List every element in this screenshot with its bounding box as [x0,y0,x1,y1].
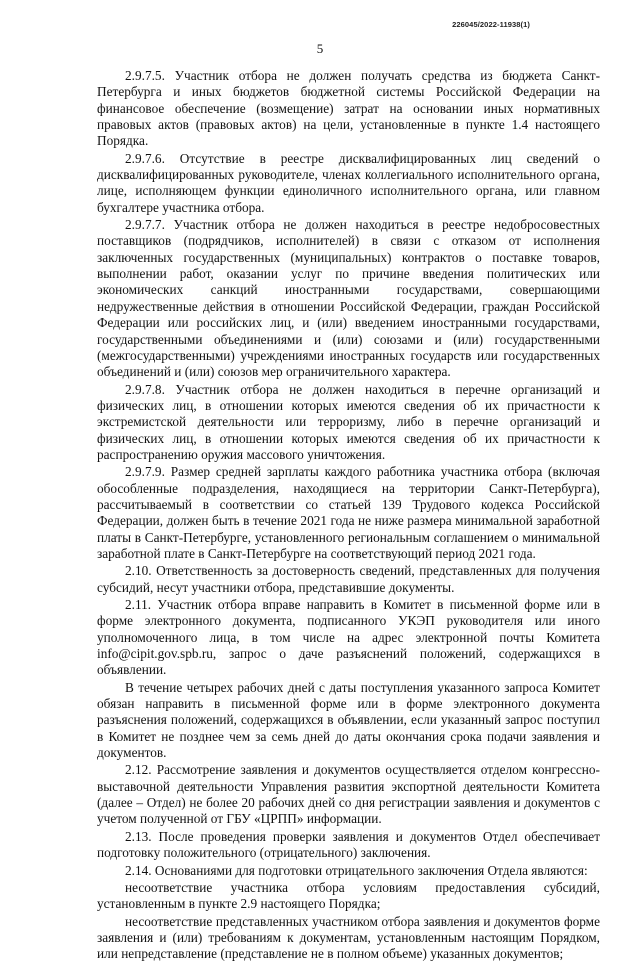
paragraph-2-9-7-7: 2.9.7.7. Участник отбора не должен находиться в реестре недобросовестных поставщиков (подрядчиков, исполнителей) в связи с отказом от исполнения заключенных государственных (муниципальных) контрактов о поставке товаров, выполнении работ, оказании услуг по причине введения политических или экономических санкций иностранными государствами, совершающими недружественные действия в отношении Российской Федерации, граждан Российской Федерации или российских лиц, и (или) введением иностранными государствами, государственными объединениями и (или) союзами и (или) государственными (межгосударственными) учреждениями иностранных государств или государственных объединений и (или) союзов мер ограничительного характера. [97,217,600,380]
paragraph-2-14: 2.14. Основаниями для подготовки отрицательного заключения Отдела являются: [125,862,588,878]
paragraph-2-9-7-5: 2.9.7.5. Участник отбора не должен получать средства из бюджета Санкт-Петербурга и иных бюджетов бюджетной системы Российской Федерации на финансовое обеспечение (возмещение) затрат на основании иных нормативных правовых актов (правовых актов) на цели, установленные в пункте 1.4 настоящего Порядка. [97,68,600,149]
paragraph-2-10: 2.10. Ответственность за достоверность сведений, представленных для получения субсидий, несут участники отбора, представившие документы. [97,563,600,595]
paragraph-2-9-7-6: 2.9.7.6. Отсутствие в реестре дисквалифицированных лиц сведений о дисквалифицированных руководителе, членах коллегиального исполнительного органа, лице, исполняющем функции единоличного исполнительного органа, или главном бухгалтере участника отбора. [97,150,600,215]
paragraph-2-13: 2.13. После проведения проверки заявления и документов Отдел обеспечивает подготовку положительного (отрицательного) заключения. [97,828,600,861]
paragraph-2-11: 2.11. Участник отбора вправе направить в Комитет в письменной форме или в форме электронного документа, подписанного УКЭП руководителя или иного уполномоченного лица, в том числе на адрес электронной почты Комитета info@cipit.gov.spb.ru, запрос о даче разъяснений положений, содержащихся в объявлении. [97,597,600,678]
paragraph-2-9-7-9: 2.9.7.9. Размер средней зарплаты каждого работника участника отбора (включая обособленные подразделения, находящиеся на территории Санкт-Петербурга), рассчитываемый в соответствии со статьей 139 Трудового кодекса Российской Федерации, должен быть в течение 2021 года не ниже размера минимальной заработной платы в Санкт-Петербурге, установленного региональным соглашением о минимальной заработной плате в Санкт-Петербурге на соответствующий период 2021 года. [97,464,600,561]
paragraph-2-14-item-2: несоответствие представленных участником отбора заявления и документов форме заявления и (или) требованиям к документам, установленным настоящим Порядком, или непредставление (представление не в полном объеме) указанных документов; [97,913,600,962]
document-body [97,68,600,964]
paragraph-2-9-7-8: 2.9.7.8. Участник отбора не должен находиться в перечне организаций и физических лиц, в отношении которых имеются сведения об их причастности к экстремистской деятельности или терроризму, либо в перечне организаций и физических лиц, в отношении которых имеются сведения об их причастности к распространению оружия массового уничтожения. [97,381,600,462]
paragraph-2-12: 2.12. Рассмотрение заявления и документов осуществляется отделом конгрессно-выставочной деятельности Управления развития экспортной деятельности Комитета (далее – Отдел) не более 20 рабочих дней со дня регистрации заявления и документов с учетом полученной от ГБУ «ЦРПП» информации. [97,762,600,827]
paragraph-2-11-clarification-deadline: В течение четырех рабочих дней с даты поступления указанного запроса Комитет обязан направить в письменной форме или в форме электронного документа разъяснения положений, содержащихся в объявлении, если указанный запрос поступил в Комитет не позднее чем за семь дней до даты окончания срока подачи заявления и документов. [97,679,600,761]
document-registration-number: 226045/2022-11938(1) [452,20,530,29]
page-number: 5 [316,41,324,56]
paragraph-2-14-item-1: несоответствие участника отбора условиям предоставления субсидий, установленным в пункте 2.9 настоящего Порядка; [97,879,600,912]
